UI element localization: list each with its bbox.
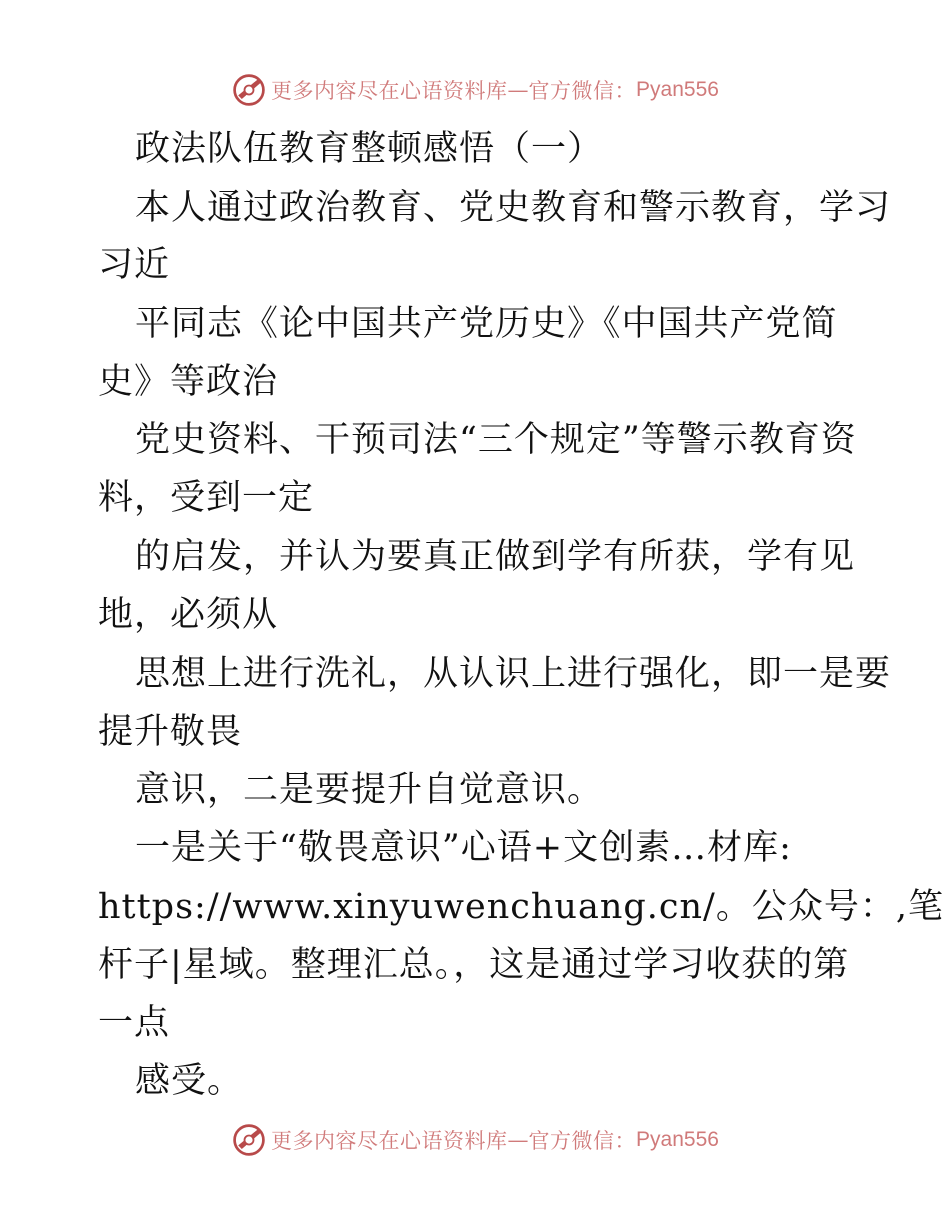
banner-wechat-label: 官方微信： — [528, 1129, 637, 1153]
doc-line: 党史资料、干预司法“三个规定”等警示教育资 — [135, 420, 857, 460]
doc-line: 意识，二是要提升自觉意识。 — [135, 770, 604, 810]
banner-slogan: 更多内容尽在心语资料库 — [271, 1129, 508, 1153]
doc-line: 思想上进行洗礼，从认识上进行强化，即一是要 — [135, 654, 892, 694]
banner-dash: — — [507, 1128, 529, 1152]
doc-line: 提升敬畏 — [98, 712, 243, 752]
seal-logo-icon — [231, 72, 267, 108]
doc-title: 政法队伍教育整顿感悟（一） — [135, 129, 604, 169]
doc-line: 的启发，并认为要真正做到学有所获，学有见 — [135, 537, 856, 577]
doc-line: 料，受到一定 — [98, 478, 315, 518]
banner-wechat-id: Pyan556 — [636, 1128, 719, 1151]
doc-line: 习近 — [98, 245, 171, 285]
doc-line: 平同志《论中国共产党历史》《中国共产党简 — [135, 304, 838, 344]
doc-line: 地，必须从 — [98, 595, 279, 635]
banner-dash: — — [507, 78, 529, 102]
doc-line: 杆子|星域。整理汇总。，这是通过学习收获的第 — [98, 945, 850, 985]
doc-line: 一是关于“敬畏意识”心语+文创素…材库: — [135, 828, 792, 868]
doc-line: 本人通过政治教育、党史教育和警示教育，学习 — [135, 188, 892, 228]
header-banner — [0, 70, 950, 110]
banner-wechat-id: Pyan556 — [636, 78, 719, 101]
doc-line: 一点 — [98, 1003, 171, 1043]
banner-wechat-label: 官方微信： — [528, 79, 637, 103]
footer-banner — [0, 1120, 950, 1160]
doc-line: 感受。 — [135, 1061, 244, 1101]
doc-line: 史》等政治 — [98, 362, 279, 402]
seal-logo-icon — [231, 1122, 267, 1158]
banner-slogan: 更多内容尽在心语资料库 — [271, 79, 508, 103]
doc-line-url: https://www.xinyuwenchuang.cn/。公众号：,笔 — [98, 887, 944, 927]
